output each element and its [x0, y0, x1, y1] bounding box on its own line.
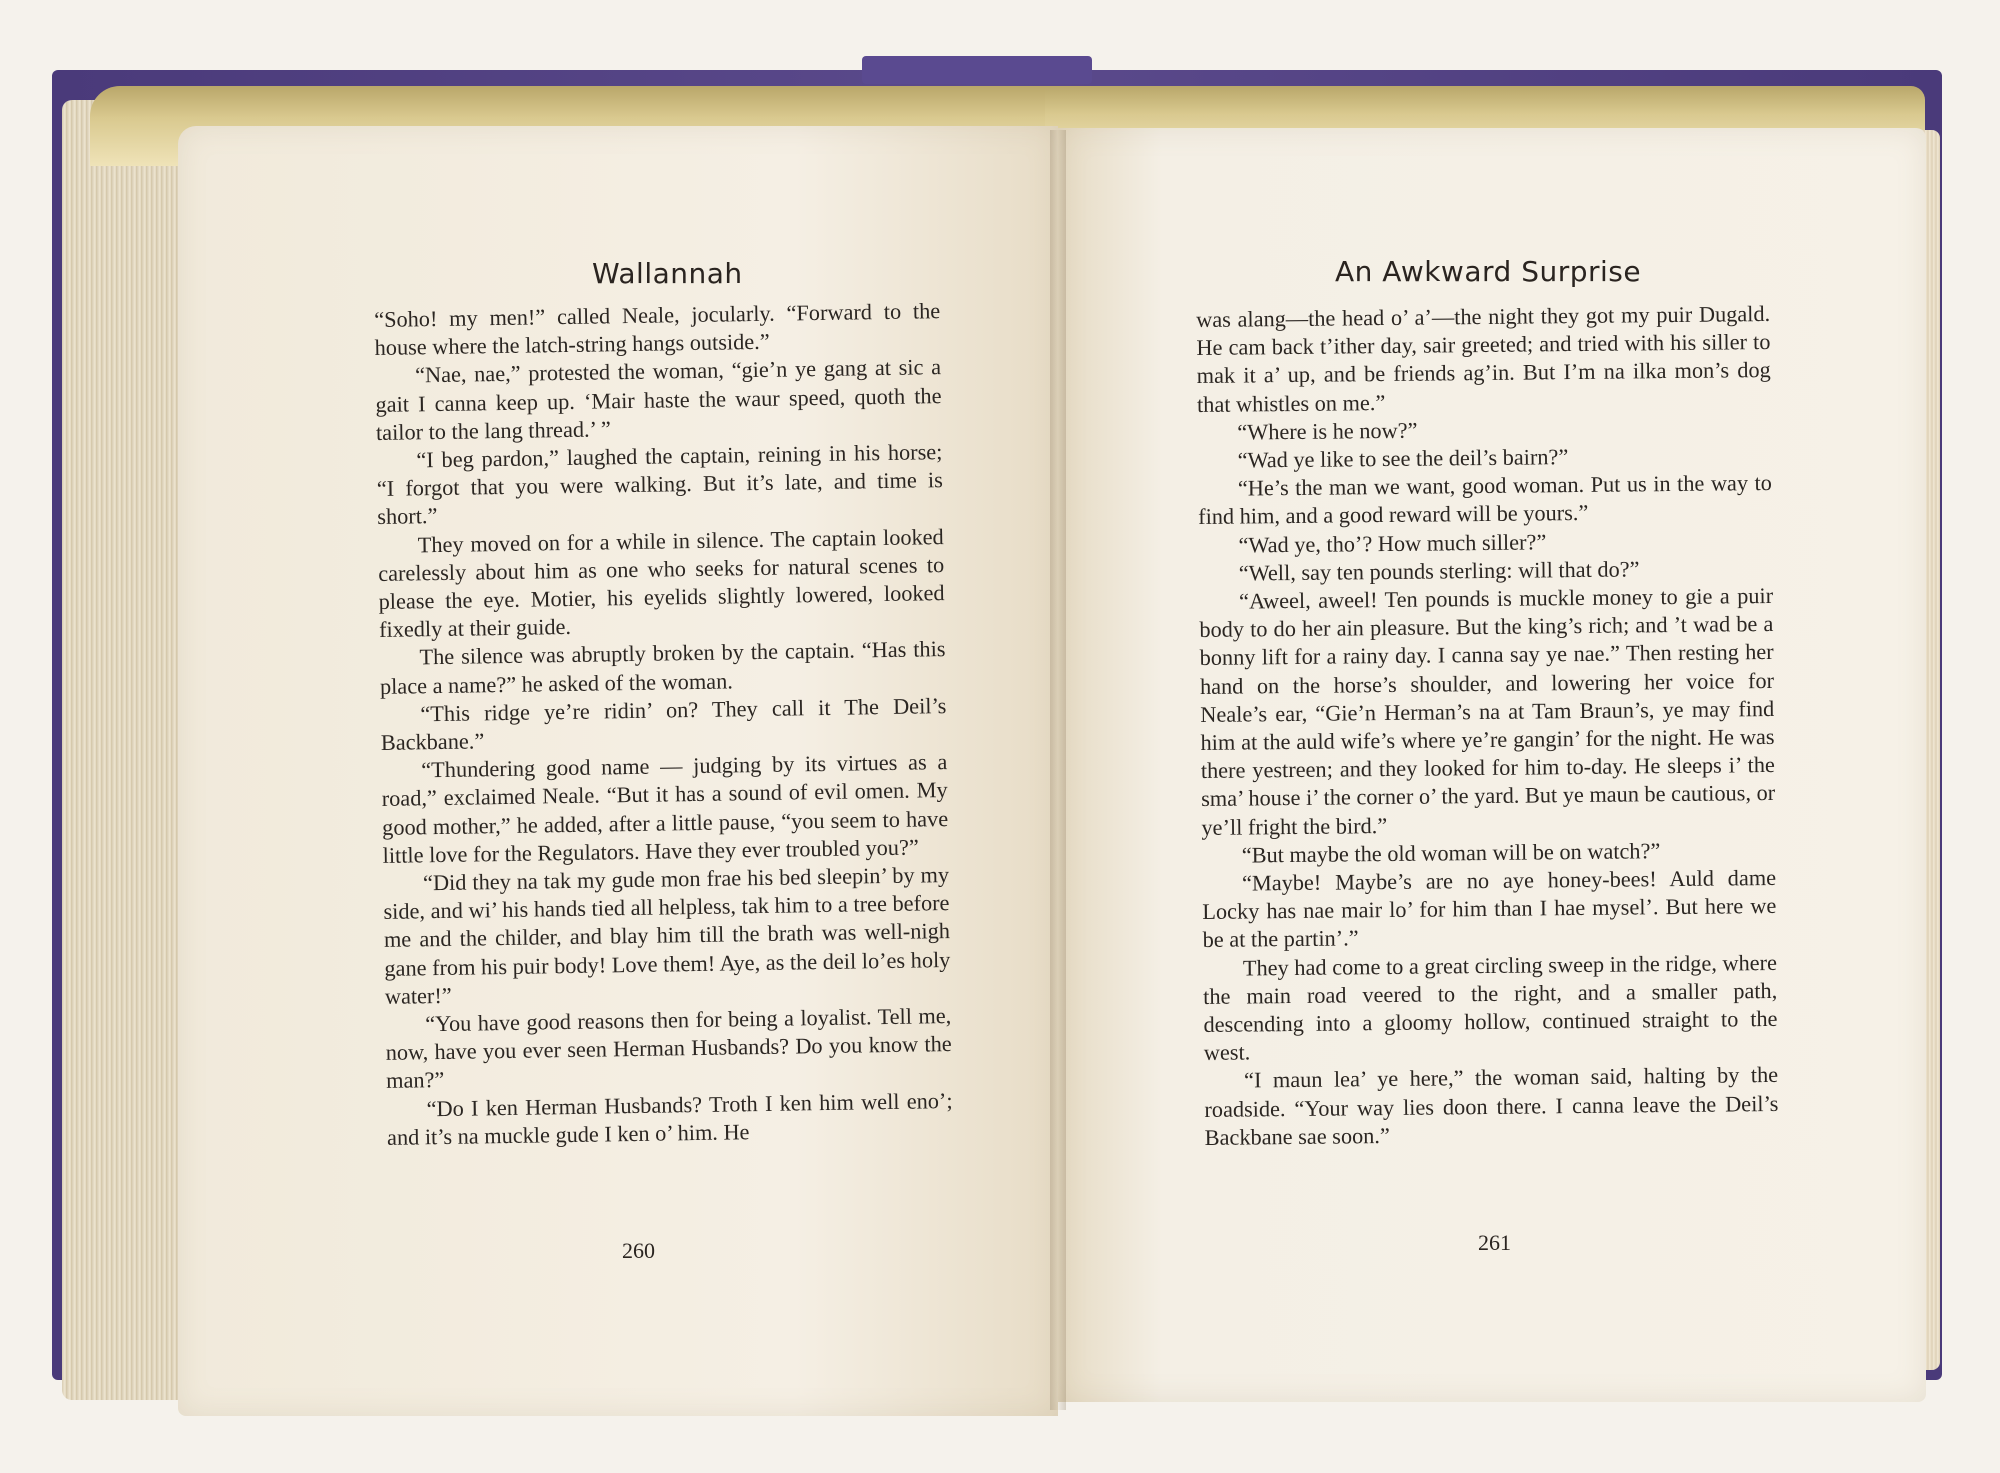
- left-page-text: [374, 297, 953, 1152]
- paragraph: “Well, say ten pounds sterling: will that do?”: [1238, 556, 1640, 586]
- paragraph: “Do I ken Herman Husbands? Troth I ken him well eno’; and it’s na muckle gude I ken o’ him. He: [386, 1087, 953, 1150]
- left-running-head: Wallannah: [592, 257, 743, 290]
- paragraph: The silence was abruptly broken by the captain. “Has this place a name?” he asked of the woman.: [379, 636, 946, 699]
- book-gutter: [1050, 130, 1066, 1410]
- paragraph: “I maun lea’ ye here,” the woman said, halting by the roadside. “Your way lies doon there. I canna leave the Deil’s Backbane sae soon.”: [1204, 1062, 1779, 1150]
- right-running-head: An Awkward Surprise: [1335, 255, 1642, 288]
- right-page-number: 261: [1478, 1230, 1511, 1255]
- paragraph: “Did they na tak my gude mon frae his bed sleepin’ by my side, and wi’ his hands tied all helpless, tak him to a tree before me and the childer, and blay him till the brath was well-nigh gane from his puir body! Love them! Aye, as the deil lo’es holy water!”: [383, 862, 951, 1009]
- paragraph: “Thundering good name — judging by its virtues as a road,” exclaimed Neale. “But it has a sound of evil omen. My good mother,” he added, after a little pause, “you seem to have little love for the Regulators. Have they ever troubled you?”: [381, 749, 949, 868]
- paragraph: “Soho! my men!” called Neale, jocularly. “Forward to the house where the latch-string hangs outside.”: [374, 298, 941, 361]
- paragraph: They moved on for a while in silence. The captain looked carelessly about him as one who seeks for natural scenes to please the eye. Motier, his eyelids slightly lowered, looked fixedly at their guide.: [378, 523, 945, 643]
- paragraph: “Maybe! Maybe’s are no aye honey-bees! Auld dame Locky has nae mair lo’ for him than I hae mysel’. But here we be at the partin’.”: [1202, 865, 1777, 953]
- paragraph: was alang—the head o’ a’—the night they got my puir Dugald. He cam back t’ither day, sair greeted; and tried with his siller to mak it a’ up, and be friends ag’in. But I’m na ilka mon’s dog that whistles on me.”: [1196, 300, 1771, 417]
- paragraph: “Wad ye, tho’? How much siller?”: [1238, 528, 1547, 558]
- paragraph: “Aweel, aweel! Ten pounds is muckle money to gie a puir body to do her ain pleasure. But the king’s rich; and ’t wad be a bonny lift for a rainy day. I canna say ye nae.” Then resting her hand on the horse’s shoulder, and lowering her voice for Neale’s ear, “Gie’n Herman’s na at Tam Braun’s, ye may find him at the auld wife’s where ye’re gangin’ for the night. He was there yestreen; and they looked for him to-day. He sleeps i’ the sma’ house i’ the corner o’ the yard. But ye maun be cautious, or ye’ll fright the bird.”: [1199, 583, 1776, 840]
- paragraph: “But maybe the old woman will be on watch?”: [1241, 838, 1661, 868]
- paragraph: “I beg pardon,” laughed the captain, reining in his horse; “I forgot that you were walking. But it’s late, and time is short.”: [376, 439, 943, 530]
- paragraph: “This ridge ye’re ridin’ on? They call it The Deil’s Backbane.”: [380, 692, 947, 755]
- left-page-number: 260: [622, 1238, 655, 1263]
- paragraph: “Where is he now?”: [1237, 417, 1418, 445]
- paragraph: “Wad ye like to see the deil’s bairn?”: [1237, 444, 1569, 473]
- paragraph: “You have good reasons then for being a loyalist. Tell me, now, have you ever seen Herman Husbands? Do you know the man?”: [385, 1003, 952, 1094]
- right-page-text: [1196, 300, 1779, 1152]
- paragraph: They had come to a great circling sweep in the ridge, where the main road veered to the right, and a smaller path, descending into a gloomy hollow, continued straight to the west.: [1203, 949, 1778, 1066]
- book-spine: [862, 56, 1092, 84]
- paragraph: “He’s the man we want, good woman. Put us in the way to find him, and a good reward will be yours.”: [1198, 470, 1773, 530]
- paragraph: “Nae, nae,” protested the woman, “gie’n ye gang at sic a gait I canna keep up. ‘Mair haste the waur speed, quoth the tailor to the lang thread.’ ”: [375, 354, 942, 445]
